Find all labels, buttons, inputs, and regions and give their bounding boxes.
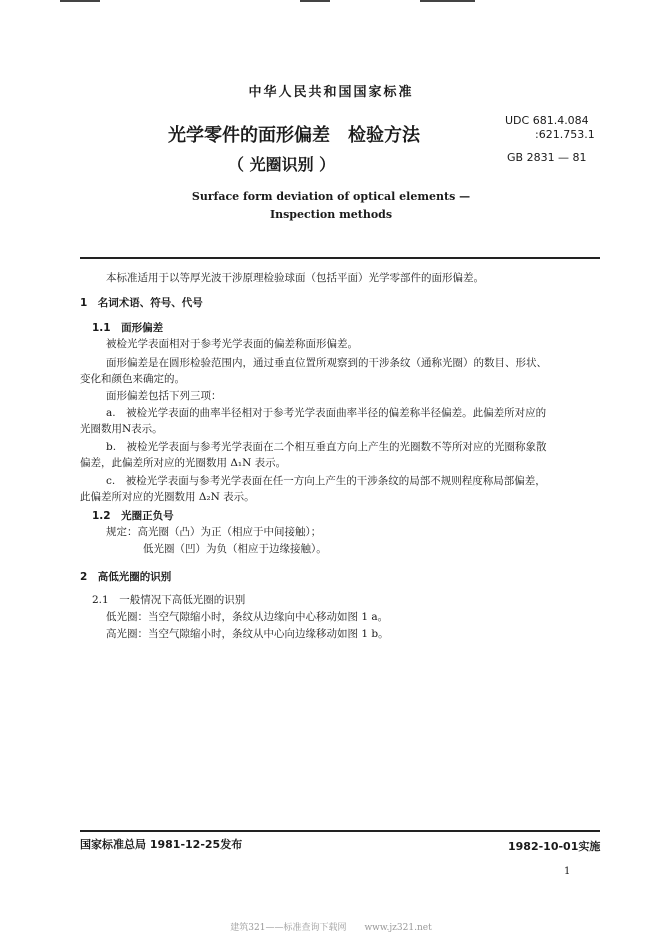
scan-mark [300,0,330,2]
section-1-2-heading: 1.2 光圈正负号 [92,510,174,522]
scan-mark [420,0,475,2]
item-c-line1: c. 被检光学表面与参考光学表面在任一方向上产生的干涉条纹的局部不规则程度称局部偏差， [106,475,546,487]
section-2-1-para2: 高光圈：当空气隙缩小时，条纹从中心向边缘移动如图 1 b。 [106,628,389,640]
section-2-1-para1: 低光圈：当空气隙缩小时，条纹从边缘向中心移动如图 1 a。 [106,611,389,623]
item-a-line2: 光圈数用N表示。 [80,423,163,435]
section-1-1-para1: 被检光学表面相对于参考光学表面的偏差称面形偏差。 [106,338,358,350]
item-b-line2: 偏差，此偏差所对应的光圈数用 Δ₁N 表示。 [80,457,287,469]
section-2-1-heading: 2.1 一般情况下高低光圈的识别 [92,594,246,606]
item-c-line2: 此偏差所对应的光圈数用 Δ₂N 表示。 [80,491,255,503]
section-1-heading: 1 名词术语、符号、代号 [80,297,203,309]
issuing-organization: 中华人民共和国国家标准 [248,85,414,100]
english-title-line1: Surface form deviation of optical elements — [191,190,471,203]
watermark: 建筑321——标准查询下载网 www.jz321.net [230,923,432,933]
document-title: 光学零件的面形偏差 检验方法 [168,125,420,146]
gb-number: GB 2831 — 81 [507,151,587,164]
issue-date: 国家标准总局 1981-12-25发布 [80,838,243,851]
section-2-heading: 2 高低光圈的识别 [80,571,172,583]
section-1-1-para2-line2: 变化和颜色来确定的。 [80,373,185,385]
item-b-line1: b. 被检光学表面与参考光学表面在二个相互垂直方向上产生的光圈数不等所对应的光圈称象散 [106,441,547,453]
section-1-2-para2: 低光圈（凹）为负（相应于边缘接触）。 [143,543,327,555]
document-subtitle: （ 光圈识别 ） [228,155,336,174]
footer-divider [80,830,600,832]
item-a-line1: a. 被检光学表面的曲率半径相对于参考光学表面曲率半径的偏差称半径偏差。此偏差所对应的 [106,407,547,419]
section-1-2-para1: 规定：高光圈（凸）为正（相应于中间接触）； [106,526,322,538]
udc-code: UDC 681.4.084 [505,114,589,127]
scan-mark [60,0,100,2]
english-title-line2: Inspection methods [269,208,393,221]
section-1-1-para2-line1: 面形偏差是在圆形检验范围内，通过垂直位置所观察到的干涉条纹（通称光圈）的数目、形状、 [106,357,547,369]
effective-date: 1982-10-01实施 [508,840,601,853]
section-1-1-para3: 面形偏差包括下列三项： [106,390,222,402]
header-divider [80,257,600,259]
page-number: 1 [564,866,571,877]
udc-subcode: :621.753.1 [535,128,595,141]
intro-paragraph: 本标准适用于以等厚光波干涉原理检验球面（包括平面）光学零部件的面形偏差。 [106,272,484,284]
section-1-1-heading: 1.1 面形偏差 [92,322,164,334]
